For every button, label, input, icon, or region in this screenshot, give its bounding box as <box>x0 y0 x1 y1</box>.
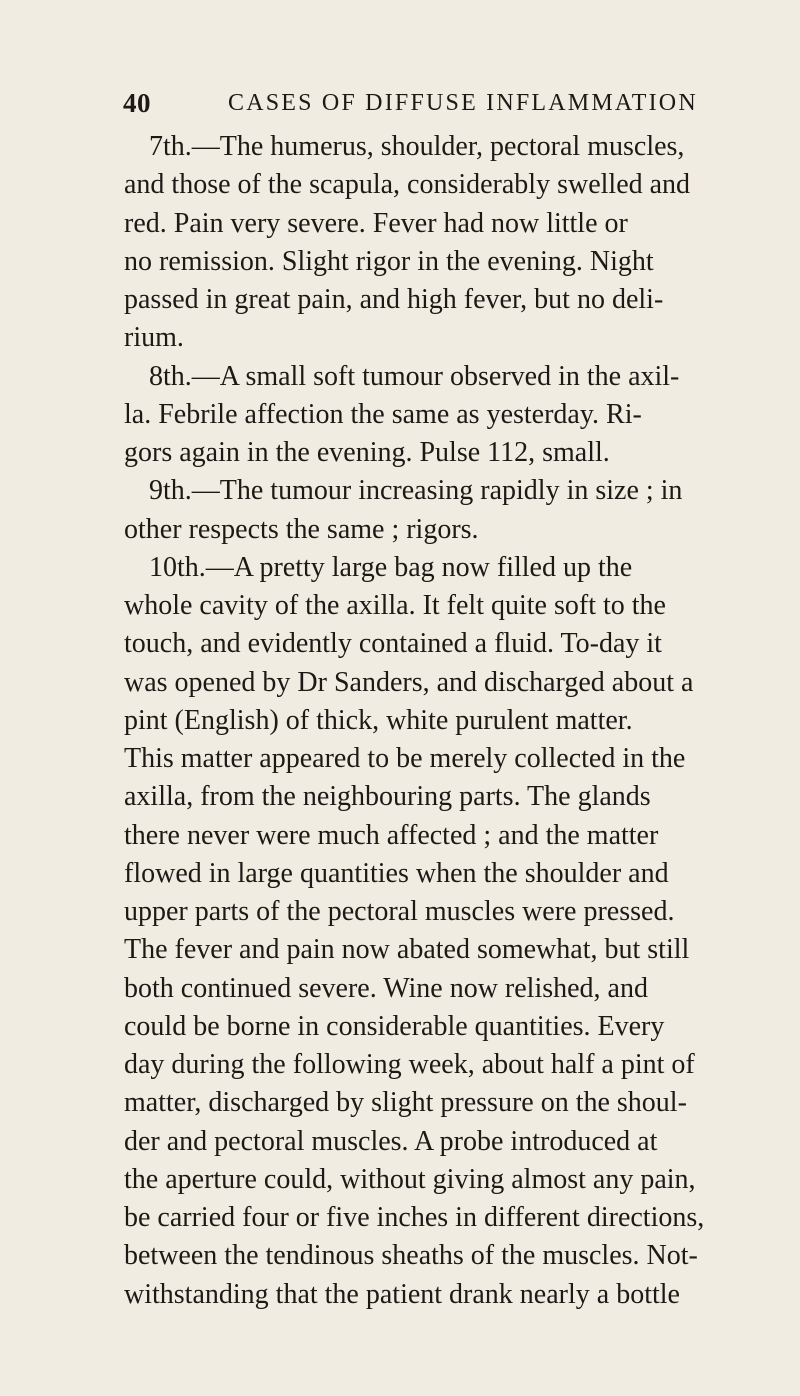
text-line: rium. <box>124 322 184 354</box>
text-line: touch, and evidently contained a fluid. To-day it <box>124 628 662 660</box>
text-line: der and pectoral muscles. A probe introduced at <box>124 1125 658 1157</box>
running-title: CASES OF DIFFUSE INFLAMMATION <box>228 90 698 116</box>
text-line: 10th.—A pretty large bag now filled up the <box>149 551 633 583</box>
text-line: day during the following week, about half a pint of <box>124 1049 695 1080</box>
text-line: between the tendinous sheaths of the muscles. Not- <box>124 1240 698 1272</box>
text-line: matter, discharged by slight pressure on the shoul- <box>124 1087 687 1119</box>
text-line: be carried four or five inches in different directions, <box>124 1202 705 1233</box>
text-line: whole cavity of the axilla. It felt quite soft to the <box>124 590 666 621</box>
text-line: The fever and pain now abated somewhat, but still <box>124 934 690 966</box>
text-line: la. Febrile affection the same as yesterday. Ri- <box>124 398 642 430</box>
text-line: red. Pain very severe. Fever had now little or <box>124 207 628 239</box>
text-line: This matter appeared to be merely collected in the <box>124 743 686 774</box>
text-line: gors again in the evening. Pulse 112, small. <box>124 437 610 468</box>
text-line: 7th.—The humerus, shoulder, pectoral muscles, <box>149 131 685 162</box>
text-line: no remission. Slight rigor in the evening. Night <box>124 245 654 277</box>
text-line: axilla, from the neighbouring parts. The glands <box>124 781 651 813</box>
text-line: withstanding that the patient drank nearly a bottle <box>124 1278 680 1310</box>
text-line: there never were much affected ; and the matter <box>124 819 659 851</box>
text-line: other respects the same ; rigors. <box>124 513 479 545</box>
page-number: 40 <box>123 88 151 118</box>
page-header <box>123 88 698 128</box>
text-line: passed in great pain, and high fever, but no deli- <box>124 284 664 315</box>
text-line: was opened by Dr Sanders, and discharged about a <box>124 666 694 698</box>
text-line: upper parts of the pectoral muscles were pressed. <box>124 896 675 927</box>
text-line: both continued severe. Wine now relished, and <box>124 972 648 1004</box>
text-line: 8th.—A small soft tumour observed in the axil- <box>149 360 680 392</box>
text-line: 9th.—The tumour increasing rapidly in size ; in <box>149 475 683 507</box>
body-text <box>124 128 704 1314</box>
text-line: the aperture could, without giving almost any pain, <box>124 1163 696 1195</box>
text-line: pint (English) of thick, white purulent matter. <box>124 704 633 736</box>
text-line: and those of the scapula, considerably swelled and <box>124 169 691 201</box>
text-line: flowed in large quantities when the shoulder and <box>124 857 669 889</box>
text-line: could be borne in considerable quantities. Every <box>124 1010 665 1042</box>
